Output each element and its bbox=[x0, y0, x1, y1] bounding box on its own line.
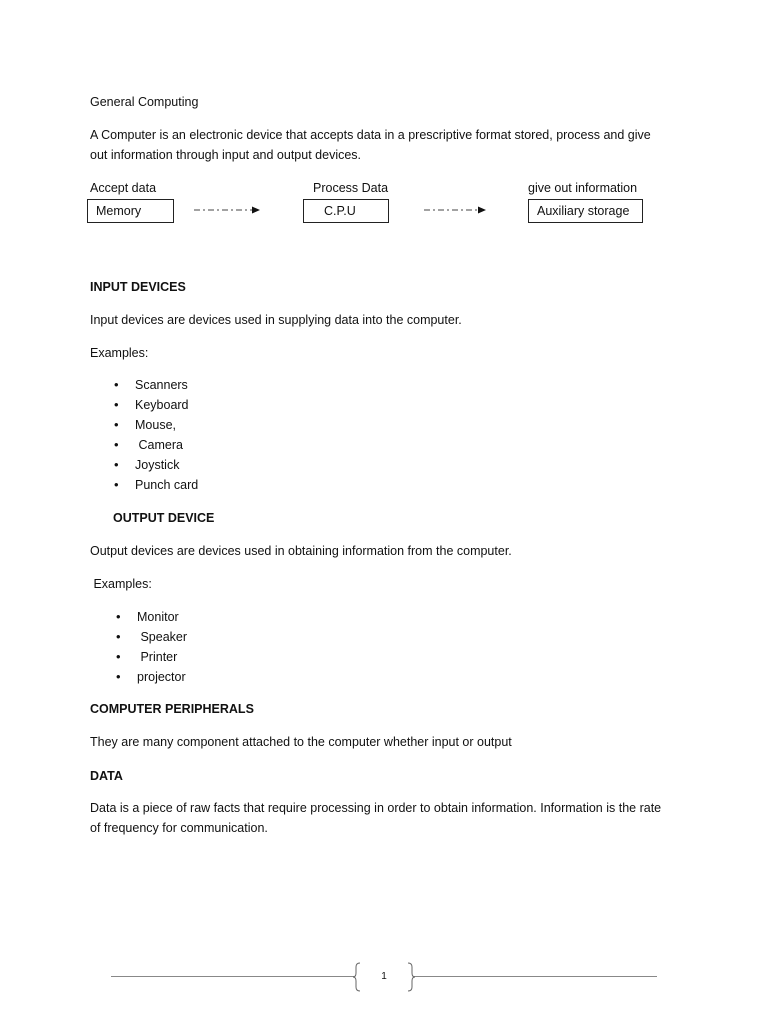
cpu-box: C.P.U bbox=[303, 199, 389, 223]
flow-arrow-2 bbox=[424, 205, 488, 215]
list-item: • Keyboard bbox=[114, 397, 189, 412]
output-devices-description: Output devices are devices used in obtaining information from the computer. bbox=[90, 544, 512, 558]
flow-label-process: Process Data bbox=[313, 181, 389, 195]
input-examples-label: Examples: bbox=[90, 346, 149, 360]
document-heading: General Computing bbox=[90, 95, 199, 109]
flow-arrow-1 bbox=[194, 205, 262, 215]
footer-rule-left bbox=[111, 976, 354, 977]
output-examples-label: Examples: bbox=[90, 577, 152, 591]
list-item: • Joystick bbox=[114, 457, 180, 472]
output-device-title: OUTPUT DEVICE bbox=[113, 511, 215, 525]
computer-peripherals-description: They are many component attached to the computer whether input or output bbox=[90, 735, 512, 749]
list-item: • Punch card bbox=[114, 477, 199, 492]
input-devices-description: Input devices are devices used in supplying data into the computer. bbox=[90, 313, 462, 327]
computer-peripherals-title: COMPUTER PERIPHERALS bbox=[90, 702, 254, 716]
flow-label-accept: Accept data bbox=[90, 181, 157, 195]
output-devices-list bbox=[116, 607, 188, 687]
list-item: • projector bbox=[116, 669, 186, 684]
page-number: 1 bbox=[381, 971, 387, 982]
flow-label-output: give out information bbox=[528, 181, 638, 195]
list-item: • Scanners bbox=[114, 377, 188, 392]
data-title: DATA bbox=[90, 769, 123, 783]
list-item: • Printer bbox=[116, 649, 178, 664]
intro-paragraph: A Computer is an electronic device that accepts data in a prescriptive format stored, process and give out information through input and output devices. bbox=[90, 128, 651, 162]
list-item: • Mouse, bbox=[114, 417, 176, 432]
data-description: Data is a piece of raw facts that require processing in order to obtain information. Information is the rate of frequency for communication. bbox=[90, 801, 662, 835]
memory-box: Memory bbox=[87, 199, 174, 223]
footer-rule-right bbox=[414, 976, 657, 977]
input-devices-list bbox=[114, 375, 199, 495]
list-item: • Monitor bbox=[116, 609, 179, 624]
list-item: • Speaker bbox=[116, 629, 188, 644]
input-devices-title: INPUT DEVICES bbox=[90, 280, 186, 294]
list-item: • Camera bbox=[114, 437, 183, 452]
auxiliary-storage-box: Auxiliary storage bbox=[528, 199, 643, 223]
